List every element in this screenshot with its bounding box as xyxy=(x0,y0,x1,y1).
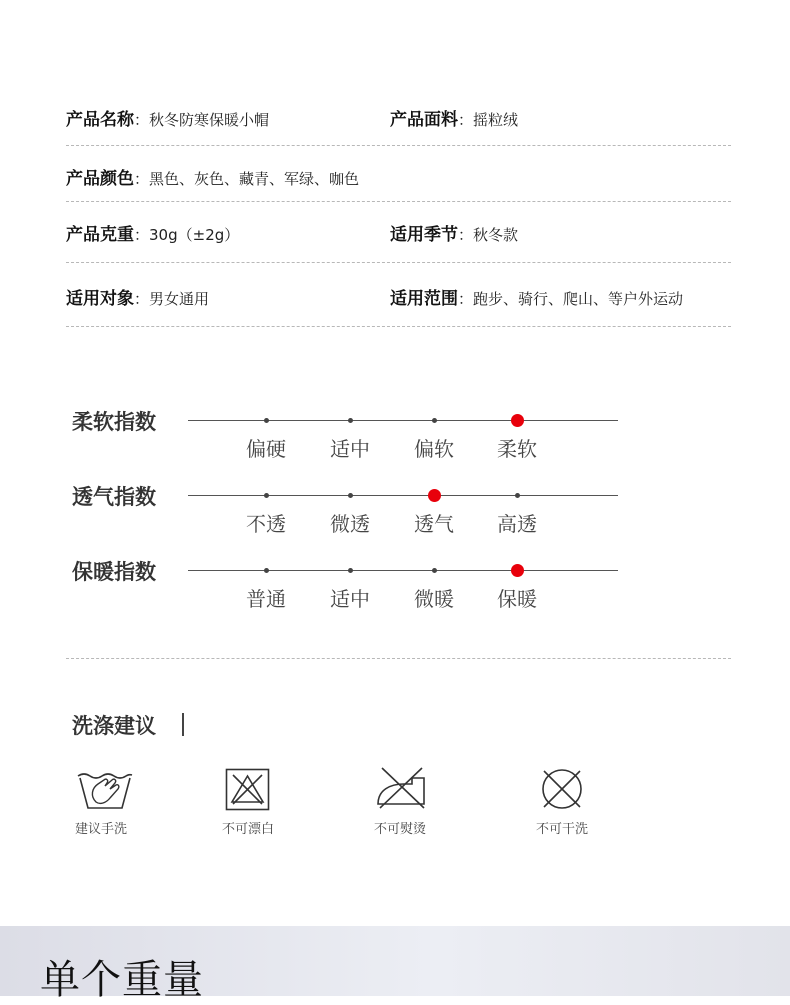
index-option: 微透 xyxy=(330,512,370,536)
spec-fabric-label: 产品面料 xyxy=(390,110,458,130)
spec-weight-label: 产品克重 xyxy=(66,225,134,245)
index-marker xyxy=(432,568,437,573)
spec-season: 适用季节：秋冬款 xyxy=(390,225,519,245)
care-label: 不可干洗 xyxy=(535,822,589,837)
section-title: 单个重量 xyxy=(40,957,204,1003)
spec-colors-value: 黑色、灰色、藏青、军绿、咖色 xyxy=(149,170,360,188)
care-label: 不可漂白 xyxy=(221,822,275,837)
spec-weight-value: 30g（±2g） xyxy=(149,226,240,244)
index-marker-selected xyxy=(511,414,524,427)
spec-colors: 产品颜色：黑色、灰色、藏青、军绿、咖色 xyxy=(66,169,360,189)
divider xyxy=(66,145,731,146)
index-option: 普通 xyxy=(246,587,286,611)
index-option: 适中 xyxy=(330,437,370,461)
index-option: 偏软 xyxy=(414,437,454,461)
index-track xyxy=(188,495,618,496)
index-marker xyxy=(264,568,269,573)
index-option: 微暖 xyxy=(414,587,454,611)
care-label: 不可熨烫 xyxy=(373,822,427,837)
washing-title: 洗涤建议 xyxy=(72,714,156,738)
spec-fabric: 产品面料：摇粒绒 xyxy=(390,110,519,130)
index-marker xyxy=(348,493,353,498)
index-option: 柔软 xyxy=(497,437,537,461)
index-marker xyxy=(432,418,437,423)
spec-fabric-value: 摇粒绒 xyxy=(473,111,519,129)
no-dry-clean-icon xyxy=(540,767,584,811)
spec-scope-value: 跑步、骑行、爬山、等户外运动 xyxy=(473,290,684,308)
care-label: 建议手洗 xyxy=(74,822,128,837)
index-option: 保暖 xyxy=(497,587,537,611)
spec-scope: 适用范围：跑步、骑行、爬山、等户外运动 xyxy=(390,289,684,309)
index-option: 偏硬 xyxy=(246,437,286,461)
index-marker xyxy=(348,568,353,573)
index-label: 透气指数 xyxy=(72,485,156,509)
divider xyxy=(66,201,731,202)
spec-target: 适用对象：男女通用 xyxy=(66,289,210,309)
spec-name-label: 产品名称 xyxy=(66,110,134,130)
title-bar xyxy=(182,713,184,736)
divider xyxy=(66,658,731,659)
index-marker xyxy=(348,418,353,423)
index-marker-selected xyxy=(428,489,441,502)
index-marker-selected xyxy=(511,564,524,577)
index-marker xyxy=(264,493,269,498)
spec-colors-label: 产品颜色 xyxy=(66,169,134,189)
index-option: 高透 xyxy=(497,512,537,536)
index-option: 不透 xyxy=(246,512,286,536)
spec-weight: 产品克重：30g（±2g） xyxy=(66,225,240,245)
index-option: 适中 xyxy=(330,587,370,611)
no-iron-icon xyxy=(374,766,428,810)
hand-wash-icon xyxy=(76,766,134,812)
index-marker xyxy=(264,418,269,423)
index-marker xyxy=(515,493,520,498)
spec-name-value: 秋冬防寒保暖小帽 xyxy=(149,111,270,129)
spec-target-label: 适用对象 xyxy=(66,289,134,309)
index-label: 保暖指数 xyxy=(72,560,156,584)
spec-season-label: 适用季节 xyxy=(390,225,458,245)
index-track xyxy=(188,420,618,421)
index-label: 柔软指数 xyxy=(72,410,156,434)
index-option: 透气 xyxy=(414,512,454,536)
spec-name: 产品名称：秋冬防寒保暖小帽 xyxy=(66,110,270,130)
spec-season-value: 秋冬款 xyxy=(473,226,519,244)
index-track xyxy=(188,570,618,571)
no-bleach-icon xyxy=(225,768,270,811)
spec-target-value: 男女通用 xyxy=(149,290,210,308)
divider xyxy=(66,326,731,327)
divider xyxy=(66,262,731,263)
spec-scope-label: 适用范围 xyxy=(390,289,458,309)
